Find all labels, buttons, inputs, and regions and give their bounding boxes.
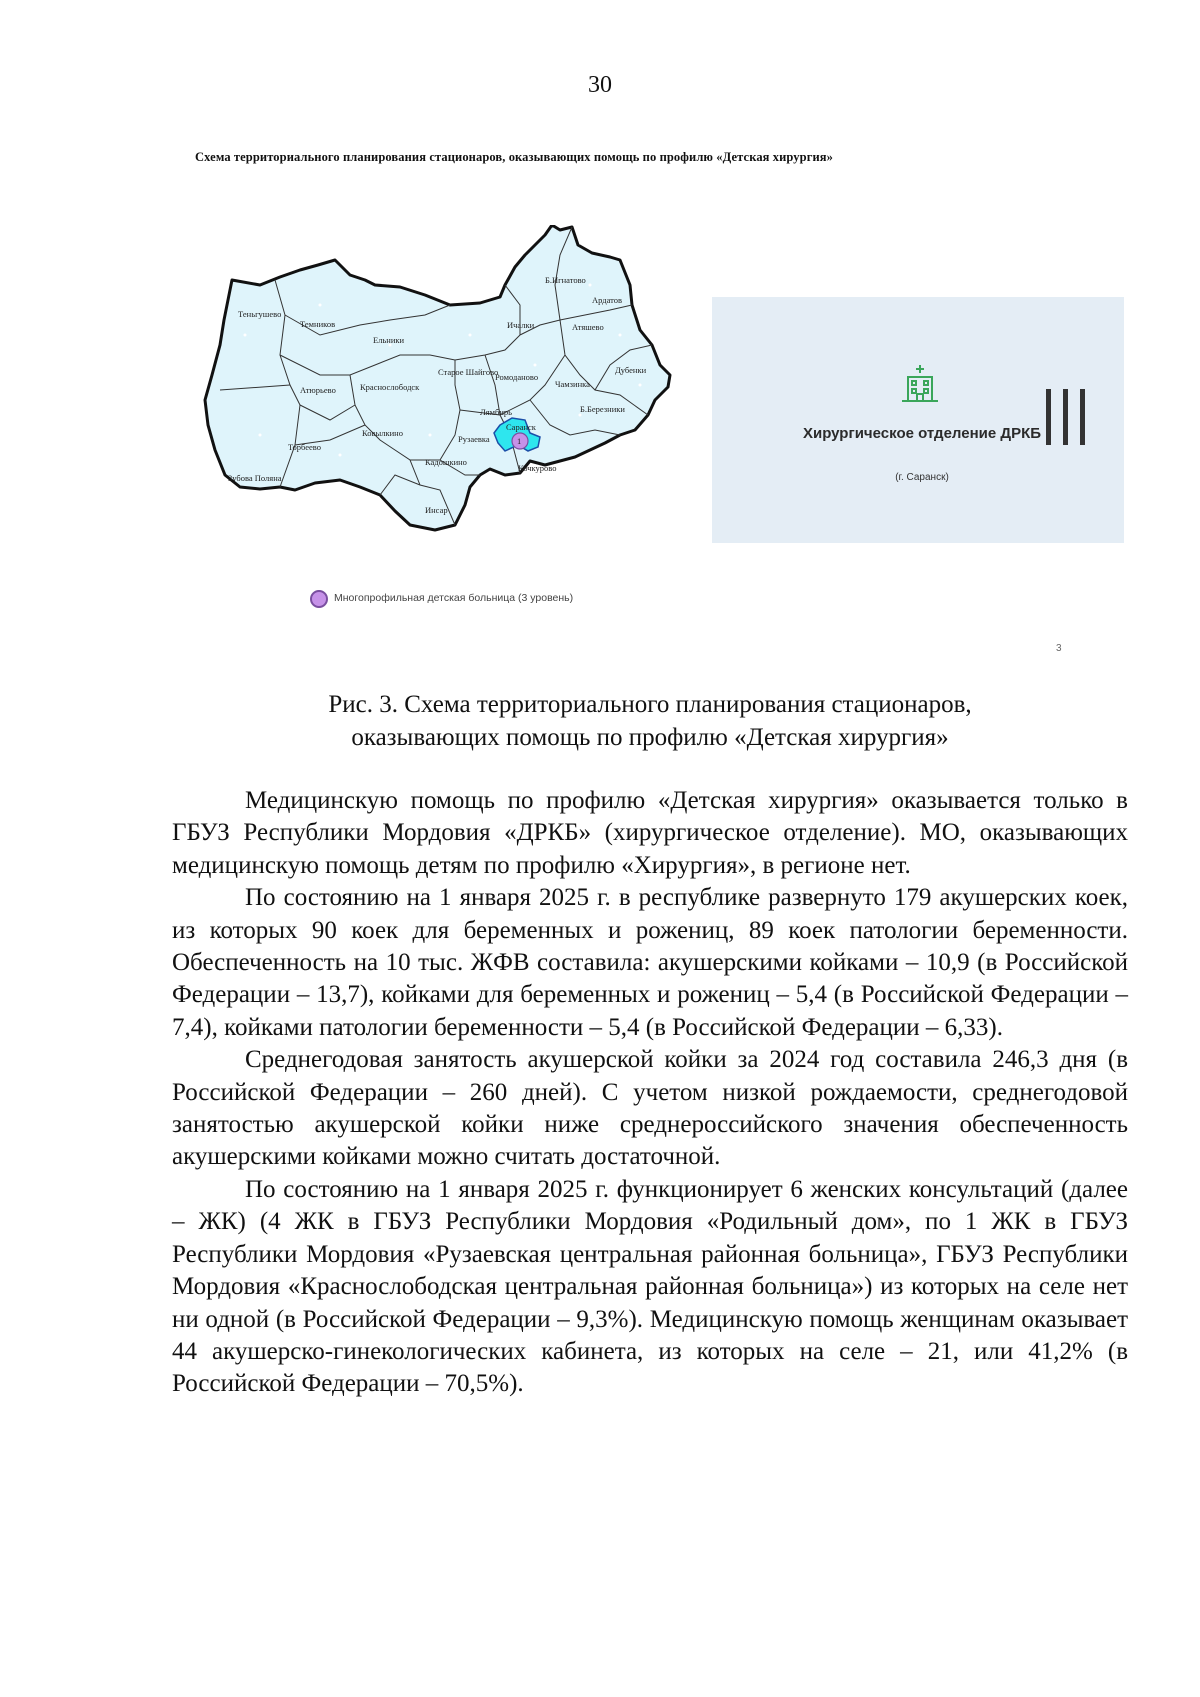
slide-number: 3 — [1056, 643, 1062, 654]
label-b-ignatovo: Б.Игнатово — [545, 275, 586, 285]
legend-marker-icon — [310, 590, 328, 608]
figure-title: Схема территориального планирования стационаров, оказывающих помощь по профилю «Детская хирургия» — [195, 150, 833, 164]
label-ichalki: Ичалки — [507, 320, 535, 330]
label-insar: Инсар — [425, 505, 448, 515]
label-romodanovo: Ромоданово — [495, 372, 539, 382]
caption-line-1: Рис. 3. Схема территориального планирования стационаров, — [328, 691, 972, 718]
page-number: 30 — [588, 72, 612, 98]
label-atyurevo: Атюрьево — [300, 385, 336, 395]
label-elniki: Ельники — [373, 335, 405, 345]
paragraph: Медицинскую помощь по профилю «Детская хирургия» оказывается только в ГБУЗ Республики Мордовия «ДРКБ» (хирургическое отделение). МО, оказывающих медицинскую помощь детям по профилю «Хирургия», в регионе нет. — [172, 787, 1128, 879]
figure — [170, 140, 1130, 670]
label-atyashevo: Атяшево — [572, 322, 604, 332]
hospital-building-icon — [902, 363, 938, 403]
paragraph: По состоянию на 1 января 2025 г. в республике развернуто 179 акушерских коек, из которых 90 коек для беременных и рожениц, 89 коек патологии беременности. Обеспеченность на 10 тыс. ЖФВ составила: акушерскими койками – 10,9 (в Российской Федерации – 13,7), койками для беременных и рожениц – 5,4 (в Российской Федерации – 7,4), койками патологии беременности – 5,4 (в Российской Федерации – 6,33). — [172, 884, 1128, 1041]
label-kovylkino: Ковылкино — [362, 428, 403, 438]
info-panel — [712, 297, 1124, 543]
caption-line-2: оказывающих помощь по профилю «Детская хирургия» — [351, 724, 949, 751]
label-kadoshkino: Кадошкино — [425, 457, 467, 467]
map-region-outline — [205, 225, 670, 530]
label-zubova-polyana: Зубова Поляна — [228, 473, 282, 483]
hospital-marker-number: 1 — [517, 436, 522, 446]
label-chamzinka: Чамзинка — [555, 379, 590, 389]
figure-caption — [170, 688, 1130, 754]
region-map — [200, 225, 720, 555]
paragraph: По состоянию на 1 января 2025 г. функционирует 6 женских консультаций (далее – ЖК) (4 ЖК в ГБУЗ Республики Мордовия «Родильный дом», по 1 ЖК в ГБУЗ Республики Мордовия «Рузаевская центральная районная больница», ГБУЗ Республики Мордовия «Краснослободская центральная районная больница») из которых на селе нет ни одной (в Российской Федерации – 9,3%). Медицинскую помощь женщинам оказывает 44 акушерско-гинекологических кабинета, из которых на селе – 21, или 41,2% (в Российской Федерации – 70,5%). — [172, 1175, 1128, 1398]
level-roman-numeral-icon — [1042, 389, 1092, 445]
label-b-bereznyaki: Б.Березники — [580, 404, 625, 414]
body-text — [172, 785, 1128, 1401]
label-ardatov: Ардатов — [592, 295, 623, 305]
label-lyambir: Лямбирь — [480, 407, 513, 417]
paragraph: Среднегодовая занятость акушерской койки за 2024 год составила 246,3 дня (в Российской Федерации – 260 дней). С учетом низкой рождаемости, среднегодовой занятостью акушерской койки ниже среднероссийского значения обеспеченность акушерскими койками можно считать достаточной. — [172, 1046, 1128, 1171]
label-torbeevo: Торбеево — [288, 442, 322, 452]
label-krasnoslobodsk: Краснослободск — [360, 382, 420, 392]
label-temnikov: Темников — [300, 319, 336, 329]
label-tengushevo: Теньгушево — [238, 309, 282, 319]
label-staroe-shaygovo: Старое Шайгово — [438, 367, 499, 377]
label-dubenki: Дубенки — [615, 365, 647, 375]
label-kochkurovo: Кочкурово — [518, 463, 557, 473]
label-saransk: Саранск — [506, 422, 536, 432]
legend-text: Многопрофильная детская больница (3 уровень) — [334, 592, 574, 604]
panel-subtitle: (г. Саранск) — [895, 472, 949, 483]
panel-title: Хирургическое отделение ДРКБ — [802, 425, 1042, 442]
label-ruzaevka: Рузаевка — [458, 434, 490, 444]
